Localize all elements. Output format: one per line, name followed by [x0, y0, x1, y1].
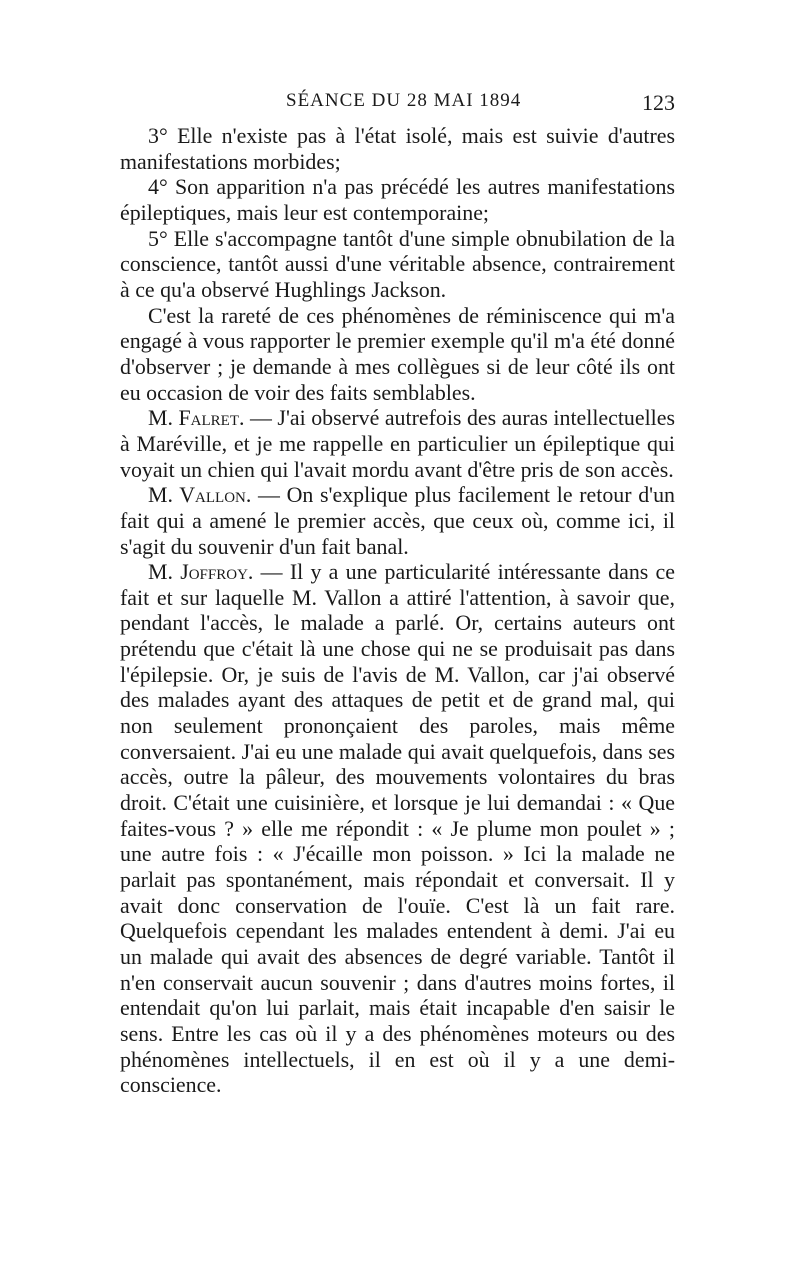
- paragraph-point-4: [120, 174, 675, 225]
- paragraph-text: 3° Elle n'existe pas à l'état isolé, mais est suivie d'autres manifestations morbides;: [120, 123, 675, 174]
- page-header: [120, 90, 675, 120]
- paragraph-text: C'est la rareté de ces phénomènes de réminiscence qui m'a engagé à vous rapporter le premier exemple qu'il m'a été donné d'observer ; je demande à mes collègues si de leur côté ils ont eu occasion de voir des faits semblables.: [120, 302, 675, 405]
- paragraph-reminiscence: [120, 303, 675, 406]
- paragraph-vallon: [120, 482, 675, 559]
- speaker-name: M. Joffroy.: [148, 559, 254, 585]
- speaker-name: M. Vallon.: [148, 482, 252, 508]
- paragraph-text: — Il y a une particularité intéressante dans ce fait et sur laquelle M. Vallon a attiré l'attention, à savoir que, pendant l'accès, le malade a parlé. Or, certains auteurs ont prétendu que c'était là une chose qui ne se produisait pas dans l'épilepsie. Or, je suis de l'avis de M. Vallon, car j'ai observé des malades ayant des attaques de petit et de grand mal, qui non seulement prononçaient des paroles, mais même conversaient. J'ai eu une malade qui avait quelquefois, dans ses accès, outre la pâleur, des mouvements volontaires du bras droit. C'était une cuisinière, et lorsque je lui demandai : « Que faites-vous ? » elle me répondit : « Je plume mon poulet » ; une autre fois : « J'écaille mon poisson. » Ici la malade ne parlait pas spontanément, mais répondait et conversait. Il y avait donc conservation de l'ouïe. C'est là un fait rare. Quelquefois cependant les malades entendent à demi. J'ai eu un malade qui avait des absences de degré variable. Tantôt il n'en conservait aucun souvenir ; dans d'autres moins fortes, il entendait qu'on lui parlait, mais était incapable d'en saisir le sens. Entre les cas où il y a des phénomènes moteurs ou des phénomènes intellectuels, il en est où il y a une demi-conscience.: [120, 559, 675, 1098]
- paragraph-falret: [120, 405, 675, 482]
- body-text: [120, 123, 675, 1098]
- running-title: SÉANCE DU 28 MAI 1894: [286, 90, 522, 111]
- paragraph-point-5: [120, 226, 675, 303]
- paragraph-point-3: [120, 123, 675, 174]
- paragraph-text: — On s'explique plus facilement le retour d'un fait qui a amené le premier accès, que ceux où, comme ici, il s'agit du souvenir d'un fait banal.: [120, 482, 675, 559]
- paragraph-text: 4° Son apparition n'a pas précédé les autres manifestations épileptiques, mais leur est contemporaine;: [120, 174, 675, 225]
- speaker-name: M. Falret.: [148, 405, 245, 431]
- paragraph-text: 5° Elle s'accompagne tantôt d'une simple obnubilation de la conscience, tantôt aussi d'une véritable absence, contrairement à ce qu'a observé Hughlings Jackson.: [120, 225, 675, 302]
- paragraph-joffroy: [120, 559, 675, 1098]
- paragraph-text: — J'ai observé autrefois des auras intellectuelles à Maréville, et je me rappelle en particulier un épileptique qui voyait un chien qui l'avait mordu avant d'être pris de son accès.: [120, 405, 675, 482]
- page-number: 123: [642, 90, 675, 115]
